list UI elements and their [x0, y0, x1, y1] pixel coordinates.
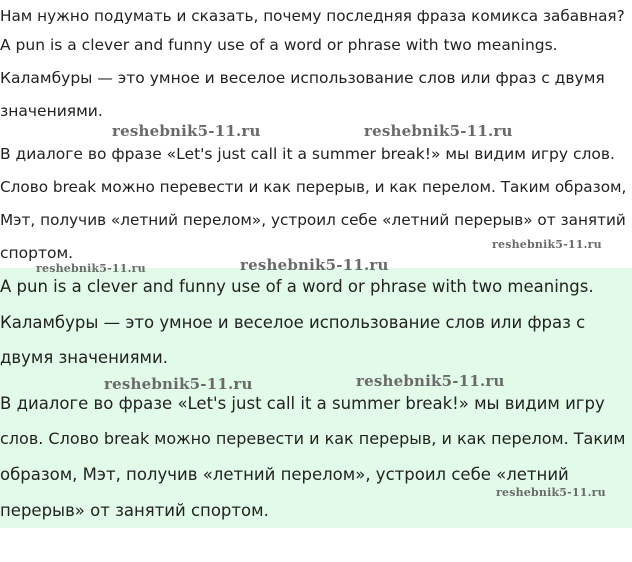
explanation-line-1: В диалоге во фразе «Let's just call it a summer break!» мы видим игру слов. [0, 145, 615, 163]
explanation-line-4: спортом. [0, 244, 74, 262]
watermark: reshebnik5-11.ru [356, 372, 505, 390]
watermark: reshebnik5-11.ru [496, 486, 606, 499]
explanation-line-3: образом, Мэт, получив «летний перелом», устроил себе «летний [0, 465, 569, 484]
explanation-line-1: В диалоге во фразе «Let's just call it a summer break!» мы видим игру [0, 394, 605, 413]
pun-definition-ru-line-2: значениями. [0, 102, 103, 120]
watermark: reshebnik5-11.ru [240, 256, 389, 274]
watermark: reshebnik5-11.ru [112, 122, 261, 140]
explanation-line-4: перерыв» от занятий спортом. [0, 501, 269, 520]
pun-definition-ru-line-1: Каламбуры — это умное и веселое использование слов или фраз с двумя [0, 69, 605, 87]
watermark: reshebnik5-11.ru [104, 375, 253, 393]
watermark: reshebnik5-11.ru [36, 262, 146, 275]
watermark: reshebnik5-11.ru [492, 238, 602, 251]
question-line: Нам нужно подумать и сказать, почему последняя фраза комикса забавная? [0, 7, 625, 25]
pun-definition-ru-line-1: Каламбуры — это умное и веселое использование слов или фраз с [0, 313, 586, 332]
explanation-line-2: Слово break можно перевести и как перерыв, и как перелом. Таким образом, [0, 178, 627, 196]
answer-block-original [0, 0, 632, 268]
pun-definition-en: A pun is a clever and funny use of a word or phrase with two meanings. [0, 277, 594, 296]
watermark: reshebnik5-11.ru [364, 122, 513, 140]
pun-definition-ru-line-2: двумя значениями. [0, 348, 168, 367]
pun-definition-en: A pun is a clever and funny use of a word or phrase with two meanings. [0, 36, 558, 54]
explanation-line-2: слов. Слово break можно перевести и как перерыв, и как перелом. Таким [0, 429, 626, 448]
explanation-line-3: Мэт, получив «летний перелом», устроил себе «летний перерыв» от занятий [0, 211, 626, 229]
